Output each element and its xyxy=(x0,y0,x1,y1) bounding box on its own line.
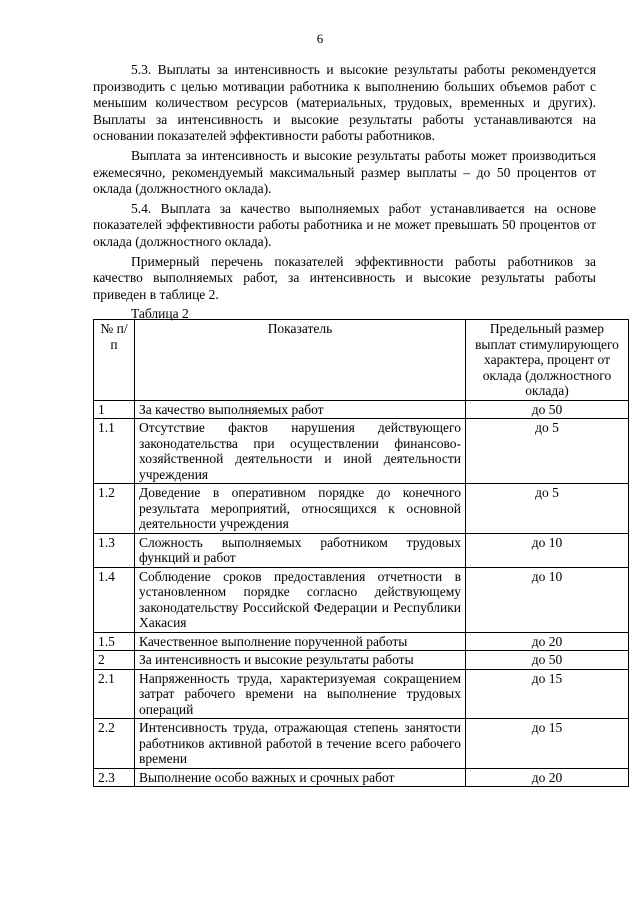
row-number: 2 xyxy=(94,651,135,670)
row-indicator: Напряженность труда, характеризуемая сокращением затрат рабочего времени на выполнение трудовых операций xyxy=(135,669,466,719)
row-indicator: Качественное выполнение порученной работы xyxy=(135,632,466,651)
table-row xyxy=(94,484,629,534)
row-indicator: Выполнение особо важных и срочных работ xyxy=(135,768,466,787)
row-limit: до 10 xyxy=(466,533,629,567)
table-row xyxy=(94,533,629,567)
row-limit: до 20 xyxy=(466,768,629,787)
row-indicator: Сложность выполняемых работником трудовых функций и работ xyxy=(135,533,466,567)
row-number: 2.1 xyxy=(94,669,135,719)
header-number: № п/п xyxy=(94,320,135,401)
row-indicator: Отсутствие фактов нарушения действующего законодательства при осуществлении финансово-хозяйственной деятельности и иной деятельности учреждения xyxy=(135,419,466,484)
table-row xyxy=(94,400,629,419)
row-limit: до 50 xyxy=(466,651,629,670)
row-indicator: За качество выполняемых работ xyxy=(135,400,466,419)
paragraph-5-4: 5.4. Выплата за качество выполняемых работ устанавливается на основе показателей эффективности работы работника и не может превышать 50 процентов от оклада (должностного оклада). xyxy=(93,200,596,249)
row-number: 1.4 xyxy=(94,567,135,632)
header-limit: Предельный размер выплат стимулирующего характера, процент от оклада (должностного оклада) xyxy=(466,320,629,401)
indicators-table xyxy=(93,319,629,787)
header-indicator: Показатель xyxy=(135,320,466,401)
paragraph-indicator-list: Примерный перечень показателей эффективности работы работников за качество выполняемых работ, за интенсивность и высокие результаты работы приведен в таблице 2. xyxy=(93,253,596,302)
table-row xyxy=(94,419,629,484)
row-limit: до 50 xyxy=(466,400,629,419)
row-number: 1.2 xyxy=(94,484,135,534)
row-limit: до 20 xyxy=(466,632,629,651)
row-indicator: Интенсивность труда, отражающая степень занятости работников активной работой в течение всего рабочего времени xyxy=(135,719,466,769)
table-row xyxy=(94,768,629,787)
table-caption: Таблица 2 xyxy=(131,306,189,322)
row-number: 2.3 xyxy=(94,768,135,787)
row-limit: до 5 xyxy=(466,419,629,484)
row-indicator: За интенсивность и высокие результаты работы xyxy=(135,651,466,670)
row-limit: до 5 xyxy=(466,484,629,534)
table-row xyxy=(94,632,629,651)
table-header-row xyxy=(94,320,629,401)
table-row xyxy=(94,651,629,670)
row-limit: до 10 xyxy=(466,567,629,632)
paragraph-5-3: 5.3. Выплаты за интенсивность и высокие результаты работы рекомендуется производить с целью мотивации работника к выполнению больших объемов работ с меньшим количеством ресурсов (материальных, трудовых, временных и других). Выплаты за интенсивность и высокие результаты работы устанавливаются на основании показателей эффективности работы работников. xyxy=(93,62,596,144)
table-row xyxy=(94,719,629,769)
row-number: 1.3 xyxy=(94,533,135,567)
row-limit: до 15 xyxy=(466,669,629,719)
page-number: 6 xyxy=(316,31,324,46)
body-text xyxy=(93,62,596,326)
row-limit: до 15 xyxy=(466,719,629,769)
paragraph-intensity-payment: Выплата за интенсивность и высокие результаты работы может производиться ежемесячно, рекомендуемый максимальный размер выплаты – до 50 процентов от оклада (должностного оклада). xyxy=(93,147,596,197)
row-number: 1.1 xyxy=(94,419,135,484)
row-number: 1.5 xyxy=(94,632,135,651)
row-indicator: Доведение в оперативном порядке до конечного результата мероприятий, относящихся к основной деятельности учреждения xyxy=(135,484,466,534)
row-indicator: Соблюдение сроков предоставления отчетности в установленном порядке согласно действующему законодательству Российской Федерации и Республики Хакасия xyxy=(135,567,466,632)
table-row xyxy=(94,567,629,632)
table-row xyxy=(94,669,629,719)
row-number: 2.2 xyxy=(94,719,135,769)
row-number: 1 xyxy=(94,400,135,419)
